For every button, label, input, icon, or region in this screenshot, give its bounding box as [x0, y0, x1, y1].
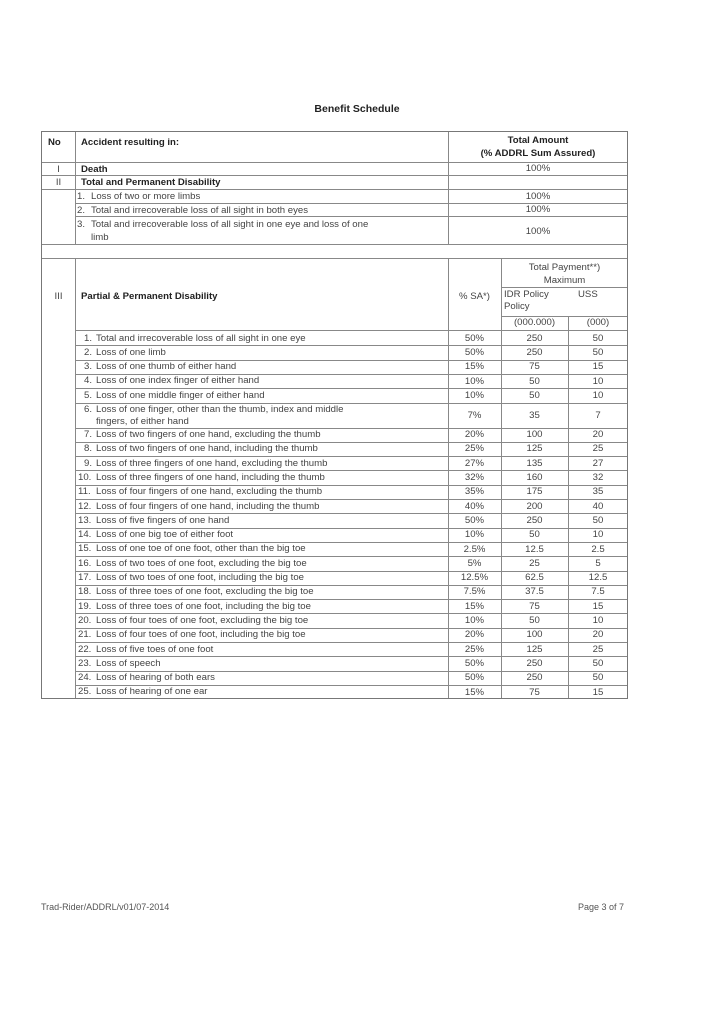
item-number: 5.: [84, 389, 93, 401]
item-idr: 250: [526, 346, 543, 358]
item-description: Loss of one limb: [96, 346, 166, 358]
item-description: Loss of two fingers of one hand, excluding the thumb: [96, 429, 321, 440]
header-total-amount-line2: (% ADDRL Sum Assured): [480, 148, 596, 159]
item-description: Loss of two toes of one foot, excluding the big toe: [96, 557, 307, 569]
item-pct-sa: 2.5%: [463, 543, 486, 555]
item-description: Loss of four fingers of one hand, excluding the thumb: [96, 486, 323, 498]
item-idr: 12.5: [525, 543, 544, 555]
item-description: Loss of one middle finger of either hand: [96, 389, 265, 401]
item-uss: 50: [592, 514, 604, 526]
item-pct-sa: 12.5%: [460, 572, 489, 584]
col-divider: [448, 258, 449, 698]
item-number: 4.: [84, 375, 93, 387]
item-uss: 12.5: [588, 572, 608, 584]
item-pct-sa: 40%: [464, 500, 485, 512]
header-no: No: [48, 137, 61, 148]
divider: [501, 287, 627, 288]
item-description: Loss of five toes of one foot: [96, 643, 214, 655]
col-divider: [568, 316, 569, 698]
item-uss: 2.5: [591, 543, 605, 555]
uss-header: USS: [578, 289, 598, 300]
item-pct-sa: 25%: [464, 443, 485, 455]
benefit-schedule-table: [41, 131, 628, 699]
item-description: Total and irrecoverable loss of all sight in one eye: [96, 332, 306, 344]
item-idr: 50: [529, 529, 540, 541]
item-pct-sa: 10%: [464, 375, 485, 387]
page-title: Benefit Schedule: [314, 103, 400, 115]
item-number: 8.: [84, 443, 93, 455]
col-divider: [75, 132, 76, 244]
header-accident: Accident resulting in:: [81, 137, 180, 148]
item-number: 19.: [78, 600, 92, 612]
item-number: 7.: [84, 429, 93, 440]
item-number: 25.: [78, 686, 92, 698]
item-uss: 20: [592, 629, 604, 641]
item-idr: 62.5: [525, 572, 544, 584]
item-pct-sa: 50%: [464, 332, 485, 344]
item-pct-sa: 27%: [464, 457, 485, 469]
item-description: Loss of five fingers of one hand: [96, 514, 230, 526]
item-idr: 250: [526, 332, 543, 344]
item-pct-sa: 50%: [464, 657, 485, 669]
item-uss: 7.5: [591, 586, 605, 598]
section-ii-no: II: [55, 177, 62, 188]
item-number: 24.: [78, 672, 92, 684]
item-idr: 75: [529, 600, 540, 612]
section-i-amount: 100%: [525, 163, 551, 174]
item-uss: 50: [592, 346, 604, 358]
item-uss: 50: [592, 332, 604, 344]
item-idr: 250: [526, 657, 543, 669]
item-pct-sa: 7.5%: [463, 586, 486, 598]
item-pct-sa: 25%: [464, 643, 485, 655]
col-divider: [448, 132, 449, 244]
item-number: 9.: [84, 457, 93, 469]
col-divider: [75, 258, 76, 698]
item-uss: 7: [595, 409, 601, 421]
section-ii-item-text-cont: limb: [91, 232, 109, 243]
item-idr: 35: [529, 409, 540, 421]
section-iii-no: III: [54, 291, 63, 302]
item-description: Loss of four fingers of one hand, including the thumb: [96, 500, 320, 512]
item-uss: 35: [592, 486, 604, 498]
item-idr: 250: [526, 672, 543, 684]
item-uss: 25: [592, 643, 604, 655]
item-description: Loss of three toes of one foot, including the big toe: [96, 600, 311, 612]
section-ii-label: Total and Permanent Disability: [81, 177, 221, 188]
item-pct-sa: 20%: [464, 629, 485, 641]
divider: [42, 162, 627, 163]
item-pct-sa: 35%: [464, 486, 485, 498]
item-number: 17.: [78, 572, 92, 583]
item-uss: 50: [592, 672, 604, 684]
item-number: 22.: [78, 643, 92, 655]
item-description: Loss of one index finger of either hand: [96, 375, 260, 387]
item-idr: 100: [526, 629, 543, 641]
item-number: 6.: [84, 404, 93, 415]
section-ii-item-amount: 100%: [525, 191, 551, 202]
section-i-label: Death: [81, 164, 108, 175]
item-uss: 15: [592, 686, 604, 698]
item-pct-sa: 20%: [464, 429, 485, 441]
item-uss: 10: [592, 389, 604, 401]
item-pct-sa: 15%: [464, 686, 485, 698]
divider: [42, 175, 627, 176]
item-number: 21.: [78, 629, 92, 641]
maximum-header: Maximum: [543, 275, 586, 286]
item-description-cont: fingers, of either hand: [96, 415, 189, 427]
divider: [75, 203, 627, 204]
section-ii-item-num: 3.: [77, 219, 86, 230]
item-description: Loss of one thumb of either hand: [96, 361, 237, 373]
item-description: Loss of hearing of both ears: [96, 672, 215, 684]
idr-policy-header-cont: Policy: [504, 301, 530, 312]
divider: [75, 330, 627, 331]
item-number: 1.: [84, 332, 93, 344]
idr-unit: (000.000): [513, 317, 556, 328]
item-number: 16.: [78, 557, 92, 569]
item-description: Loss of one toe of one foot, other than the big toe: [96, 543, 306, 555]
item-uss: 15: [592, 361, 604, 373]
item-description: Loss of one big toe of either foot: [96, 529, 234, 541]
item-number: 14.: [78, 529, 92, 541]
col-divider: [501, 258, 502, 698]
section-ii-item-num: 1.: [77, 191, 86, 202]
item-uss: 32: [592, 472, 604, 484]
item-pct-sa: 50%: [464, 346, 485, 358]
item-description: Loss of two toes of one foot, including the big toe: [96, 572, 305, 583]
item-number: 18.: [78, 586, 92, 598]
item-pct-sa: 50%: [464, 672, 485, 684]
item-description: Loss of four toes of one foot, excluding the big toe: [96, 614, 309, 626]
item-number: 20.: [78, 614, 92, 626]
divider: [42, 258, 627, 259]
item-idr: 125: [526, 643, 543, 655]
pct-sa-header: % SA*): [459, 291, 490, 302]
divider: [501, 316, 627, 317]
item-number: 3.: [84, 361, 93, 373]
item-pct-sa: 15%: [464, 361, 485, 373]
item-uss: 10: [592, 529, 604, 541]
section-ii-item-text: Loss of two or more limbs: [91, 191, 201, 202]
item-idr: 75: [529, 361, 540, 373]
item-description: Loss of speech: [96, 657, 161, 669]
item-idr: 135: [526, 457, 543, 469]
item-description: Loss of four toes of one foot, including the big toe: [96, 629, 306, 641]
item-idr: 50: [529, 375, 540, 387]
item-uss: 40: [592, 500, 604, 512]
item-pct-sa: 7%: [467, 409, 482, 421]
section-ii-item-amount: 100%: [525, 226, 551, 237]
item-idr: 125: [526, 443, 543, 455]
item-idr: 200: [526, 500, 543, 512]
item-description: Loss of one finger, other than the thumb, index and middle: [96, 404, 344, 415]
item-idr: 75: [529, 686, 540, 698]
footer-page-number: Page 3 of 7: [577, 902, 624, 912]
item-pct-sa: 10%: [464, 389, 485, 401]
item-idr: 160: [526, 472, 543, 484]
item-pct-sa: 10%: [464, 615, 485, 627]
section-ii-item-num: 2.: [77, 205, 86, 216]
item-pct-sa: 32%: [464, 472, 485, 484]
item-idr: 175: [526, 486, 543, 498]
section-ii-item-text: Total and irrecoverable loss of all sight in one eye and loss of one: [91, 219, 369, 230]
item-idr: 50: [529, 615, 540, 627]
divider: [75, 216, 627, 217]
item-pct-sa: 10%: [464, 529, 485, 541]
item-number: 12.: [78, 500, 92, 512]
item-number: 15.: [78, 543, 92, 555]
footer-doc-code: Trad-Rider/ADDRL/v01/07-2014: [41, 902, 170, 912]
item-uss: 27: [592, 457, 604, 469]
item-number: 23.: [78, 657, 92, 669]
item-uss: 10: [592, 615, 604, 627]
item-description: Loss of hearing of one ear: [96, 686, 208, 698]
item-pct-sa: 5%: [467, 557, 482, 569]
item-idr: 25: [529, 557, 540, 569]
item-number: 2.: [84, 346, 93, 358]
uss-unit: (000): [586, 317, 610, 328]
item-description: Loss of three fingers of one hand, excluding the thumb: [96, 457, 328, 469]
item-pct-sa: 15%: [464, 600, 485, 612]
item-description: Loss of three toes of one foot, excluding the big toe: [96, 586, 314, 598]
item-uss: 20: [592, 429, 604, 441]
divider: [42, 244, 627, 245]
item-idr: 37.5: [525, 586, 544, 598]
idr-policy-header: IDR Policy: [504, 289, 549, 300]
item-idr: 250: [526, 514, 543, 526]
divider: [42, 189, 627, 190]
header-total-amount-line1: Total Amount: [507, 135, 569, 146]
item-number: 10.: [78, 471, 92, 483]
item-uss: 15: [592, 600, 604, 612]
item-pct-sa: 50%: [464, 514, 485, 526]
section-ii-item-amount: 100%: [525, 204, 551, 215]
item-idr: 100: [526, 429, 543, 441]
section-iii-label: Partial & Permanent Disability: [81, 291, 218, 302]
section-i-no: I: [57, 164, 60, 175]
item-uss: 5: [595, 557, 601, 569]
item-uss: 50: [592, 657, 604, 669]
item-idr: 50: [529, 389, 540, 401]
item-number: 13.: [78, 514, 92, 526]
item-description: Loss of two fingers of one hand, including the thumb: [96, 443, 318, 455]
item-uss: 25: [592, 443, 604, 455]
item-description: Loss of three fingers of one hand, including the thumb: [96, 471, 325, 483]
item-uss: 10: [592, 375, 604, 387]
item-number: 11.: [78, 486, 91, 498]
total-payment-header: Total Payment**): [528, 262, 601, 273]
section-ii-item-text: Total and irrecoverable loss of all sight in both eyes: [91, 205, 309, 216]
